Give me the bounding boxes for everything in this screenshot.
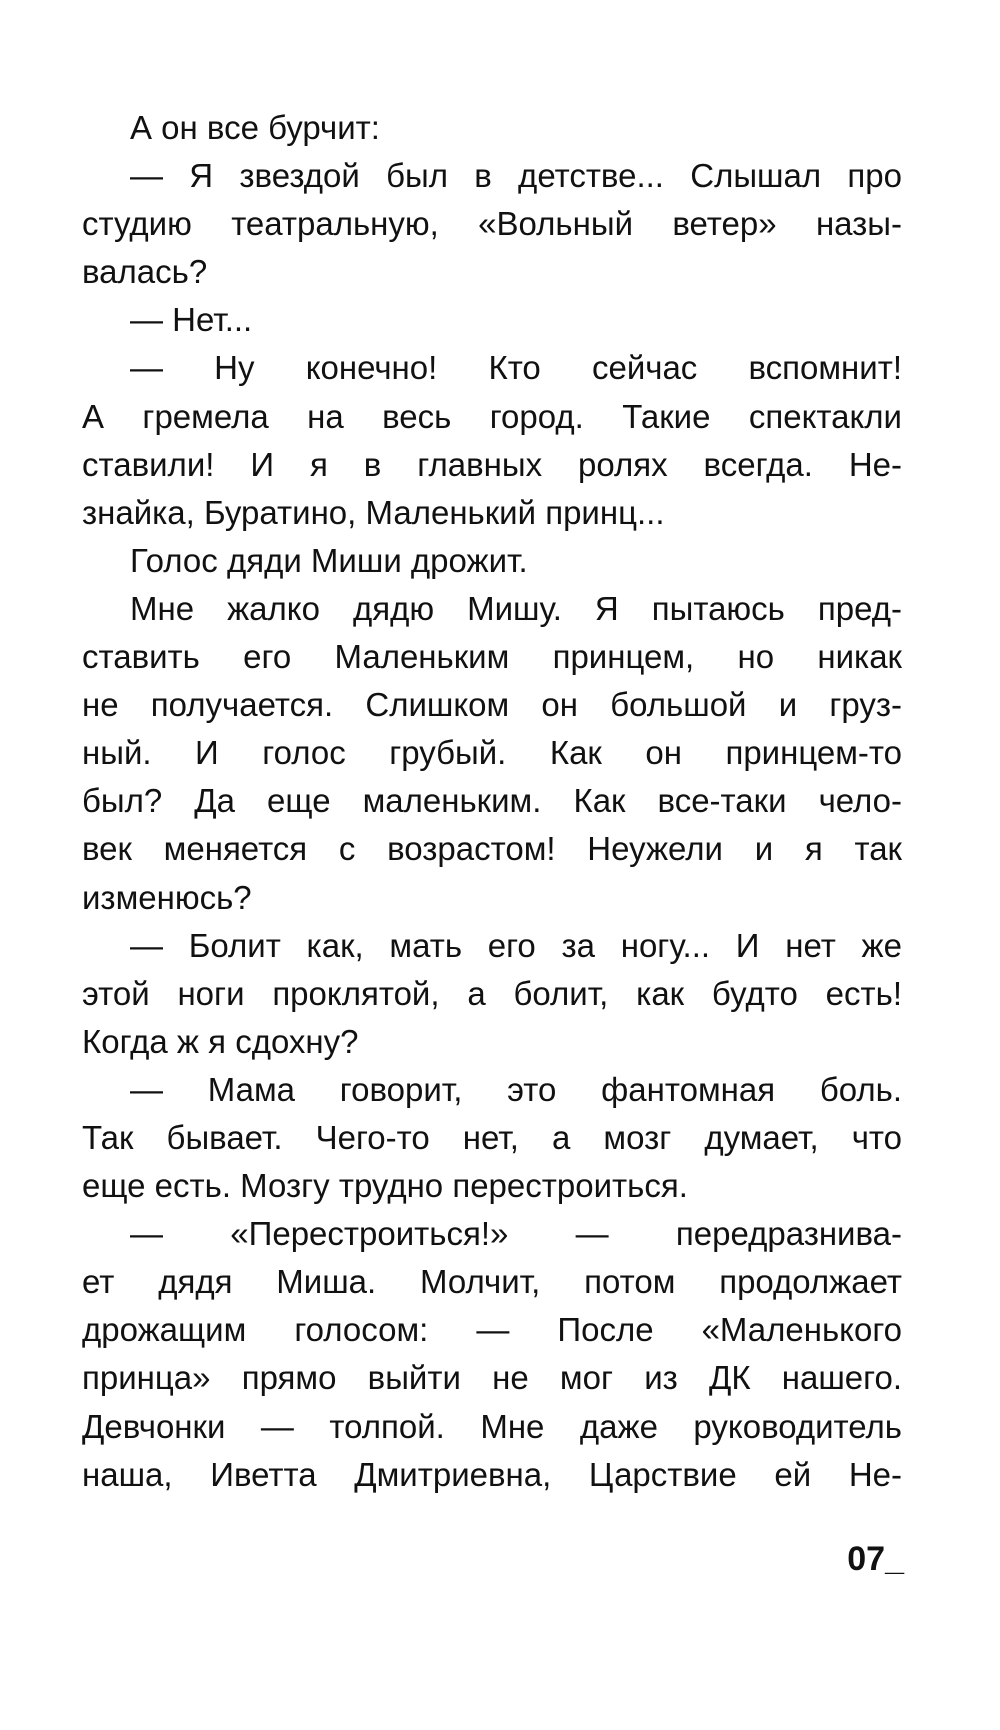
text-line: студию театральную, «Вольный ветер» назы-: [82, 205, 902, 243]
page-number: 07_: [847, 1540, 904, 1578]
text-line: знайка, Буратино, Маленький принц...: [82, 493, 665, 531]
text-line: Девчонки — толпой. Мне даже руководитель: [82, 1407, 902, 1445]
text-line: ставить его Маленьким принцем, но никак: [82, 638, 902, 676]
text-line: изменюсь?: [82, 878, 252, 916]
text-line: ный. И голос грубый. Как он принцем-то: [82, 734, 902, 772]
text-line: — Болит как, мать его за ногу... И нет же: [130, 926, 902, 964]
text-line: валась?: [82, 253, 208, 291]
text-line: ет дядя Миша. Молчит, потом продолжает: [82, 1263, 902, 1301]
text-line: А он все бурчит:: [130, 109, 380, 146]
text-line: наша, Иветта Дмитриевна, Царствие ей Не-: [82, 1455, 902, 1493]
text-line: — Я звездой был в детстве... Слышал про: [130, 157, 902, 195]
text-line: Когда ж я сдохну?: [82, 1022, 359, 1060]
text-line: был? Да еще маленьким. Как все-таки чело-: [82, 782, 902, 820]
text-line: ставили! И я в главных ролях всегда. Не-: [82, 445, 902, 483]
text-line: еще есть. Мозгу трудно перестроиться.: [82, 1167, 688, 1205]
text-line: А гремела на весь город. Такие спектакли: [82, 397, 902, 435]
text-line: Мне жалко дядю Мишу. Я пытаюсь пред-: [130, 589, 902, 627]
text-line: принца» прямо выйти не мог из ДК нашего.: [82, 1359, 902, 1397]
text-line: Так бывает. Чего-то нет, а мозг думает, что: [82, 1118, 902, 1156]
text-line: — Мама говорит, это фантомная боль.: [130, 1070, 902, 1108]
text-line: дрожащим голосом: — После «Маленького: [82, 1311, 902, 1349]
text-line: век меняется с возрастом! Неужели и я так: [82, 830, 902, 868]
text-line: Голос дяди Миши дрожит.: [130, 541, 528, 579]
text-line: этой ноги проклятой, а болит, как будто есть!: [82, 974, 902, 1012]
body-text: [82, 104, 902, 1499]
text-line: — Ну конечно! Кто сейчас вспомнит!: [130, 349, 902, 387]
text-line: не получается. Слишком он большой и груз-: [82, 686, 902, 724]
text-line: — «Перестроиться!» — передразнива-: [130, 1215, 902, 1253]
text-line: — Нет...: [130, 301, 253, 339]
